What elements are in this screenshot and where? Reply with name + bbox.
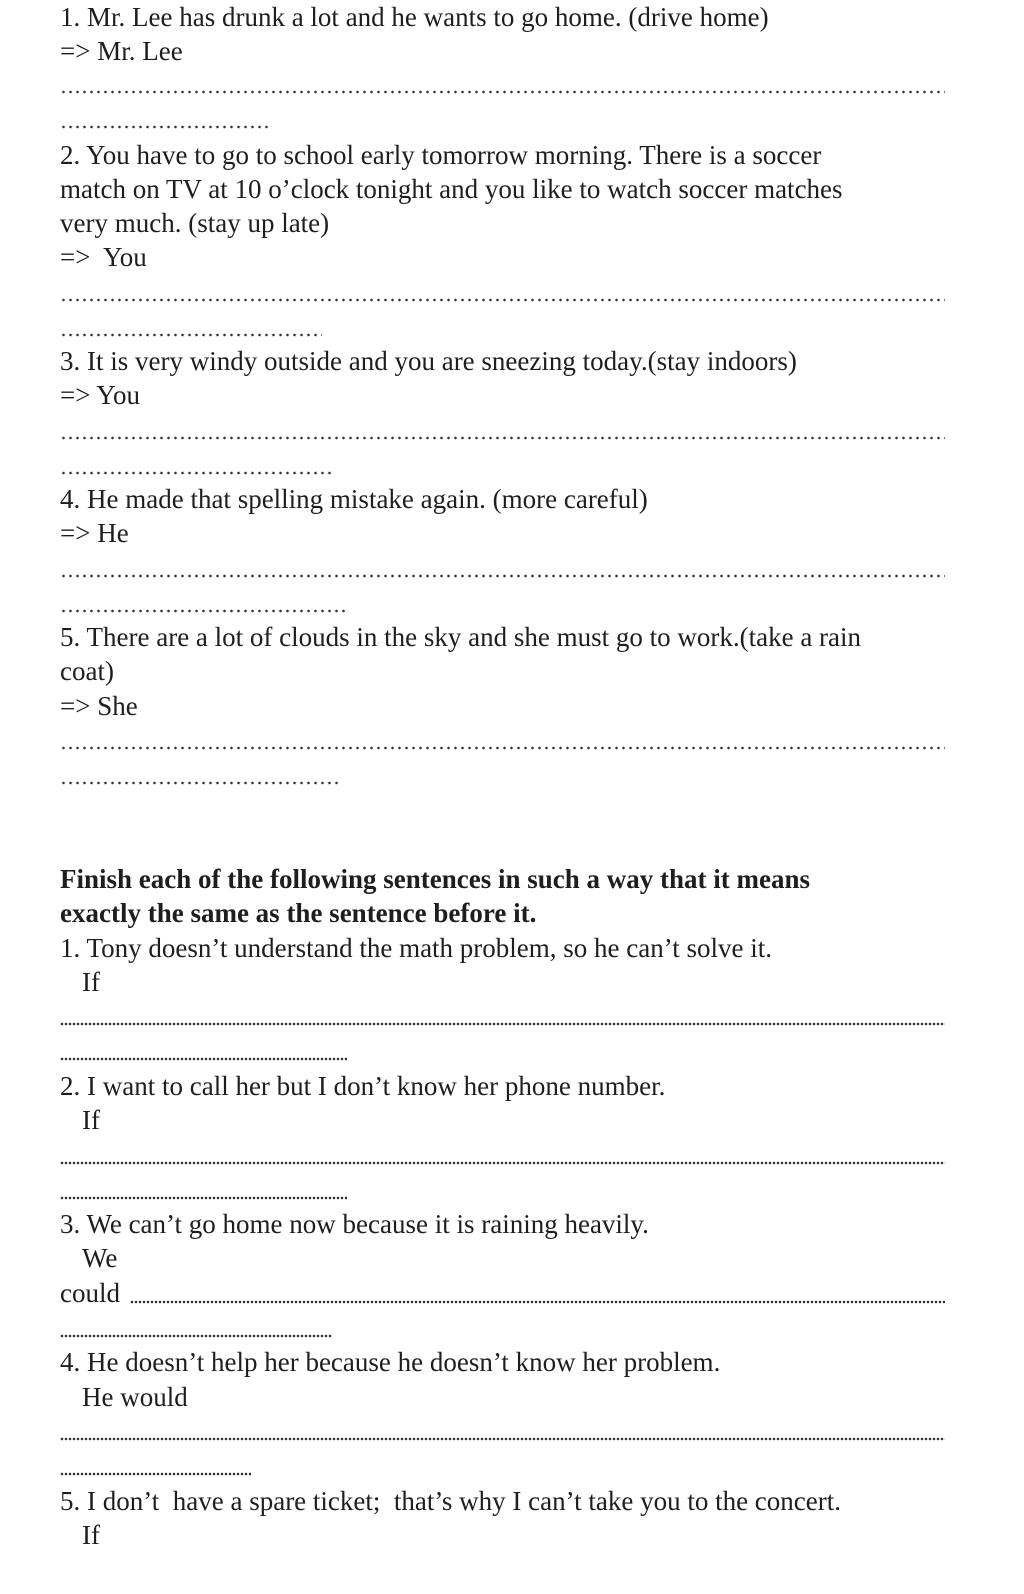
s2-q1-answer-line[interactable] (60, 1022, 945, 1026)
s2-q2-sentence: 2. I want to call her but I don’t know her phone number. (60, 1071, 666, 1101)
s1-q1-answer-line-2[interactable] (60, 125, 272, 129)
s2-q3-starter: We (82, 1243, 118, 1273)
s2-q5-sentence: 5. I don’t have a spare ticket; that’s why I can’t take you to the concert. (60, 1486, 841, 1516)
s2-q2-answer-line-2[interactable] (60, 1196, 347, 1200)
s2-instruction-1: Finish each of the following sentences in such a way that it means (60, 864, 811, 894)
s1-q5-answer-prefix: => She (60, 691, 138, 721)
s1-q4-answer-prefix: => He (60, 518, 129, 548)
s1-q2-text-1: 2. You have to go to school early tomorrow morning. There is a soccer (60, 140, 822, 170)
s2-q3-sentence: 3. We can’t go home now because it is raining heavily. (60, 1209, 649, 1239)
s1-q1-text: 1. Mr. Lee has drunk a lot and he wants to go home. (drive home) (60, 2, 769, 32)
s2-q4-sentence: 4. He doesn’t help her because he doesn’t know her problem. (60, 1347, 721, 1377)
s2-q4-answer-line[interactable] (60, 1437, 945, 1441)
s2-q4-answer-line-2[interactable] (60, 1472, 251, 1476)
s1-q3-answer-line-2[interactable] (60, 471, 332, 475)
s1-q4-answer-line[interactable] (60, 574, 945, 578)
s2-q3-answer-line-2[interactable] (60, 1334, 332, 1338)
s1-q2-answer-line-2[interactable] (60, 333, 322, 337)
s1-q2-text-2: match on TV at 10 o’clock tonight and you like to watch soccer matches (60, 174, 843, 204)
s2-q3-continuation: could (60, 1278, 120, 1308)
s1-q2-answer-prefix: => You (60, 242, 147, 272)
s1-q1-answer-line[interactable] (60, 90, 945, 94)
s1-q2-answer-line[interactable] (60, 298, 945, 302)
s1-q5-answer-line-2[interactable] (60, 781, 340, 785)
s2-q2-answer-line[interactable] (60, 1161, 945, 1165)
s2-q4-starter: He would (82, 1382, 188, 1412)
s1-q5-answer-line[interactable] (60, 746, 945, 750)
s2-instruction-2: exactly the same as the sentence before it. (60, 898, 537, 928)
s2-q2-starter: If (82, 1105, 100, 1135)
s2-q5-starter: If (82, 1520, 100, 1550)
s1-q1-answer-prefix: => Mr. Lee (60, 36, 183, 66)
s1-q4-text: 4. He made that spelling mistake again. (more careful) (60, 484, 648, 514)
s2-q1-sentence: 1. Tony doesn’t understand the math problem, so he can’t solve it. (60, 933, 772, 963)
s1-q3-answer-prefix: => You (60, 380, 140, 410)
s1-q3-text: 3. It is very windy outside and you are sneezing today.(stay indoors) (60, 346, 797, 376)
s2-q1-starter: If (82, 967, 100, 997)
s2-q3-answer-line[interactable] (130, 1300, 945, 1304)
s1-q3-answer-line[interactable] (60, 436, 945, 440)
s1-q5-text-1: 5. There are a lot of clouds in the sky and she must go to work.(take a rain (60, 622, 862, 652)
s1-q2-text-3: very much. (stay up late) (60, 208, 330, 238)
s1-q5-text-2: coat) (60, 656, 114, 686)
s1-q4-answer-line-2[interactable] (60, 609, 348, 613)
s2-q1-answer-line-2[interactable] (60, 1057, 347, 1061)
